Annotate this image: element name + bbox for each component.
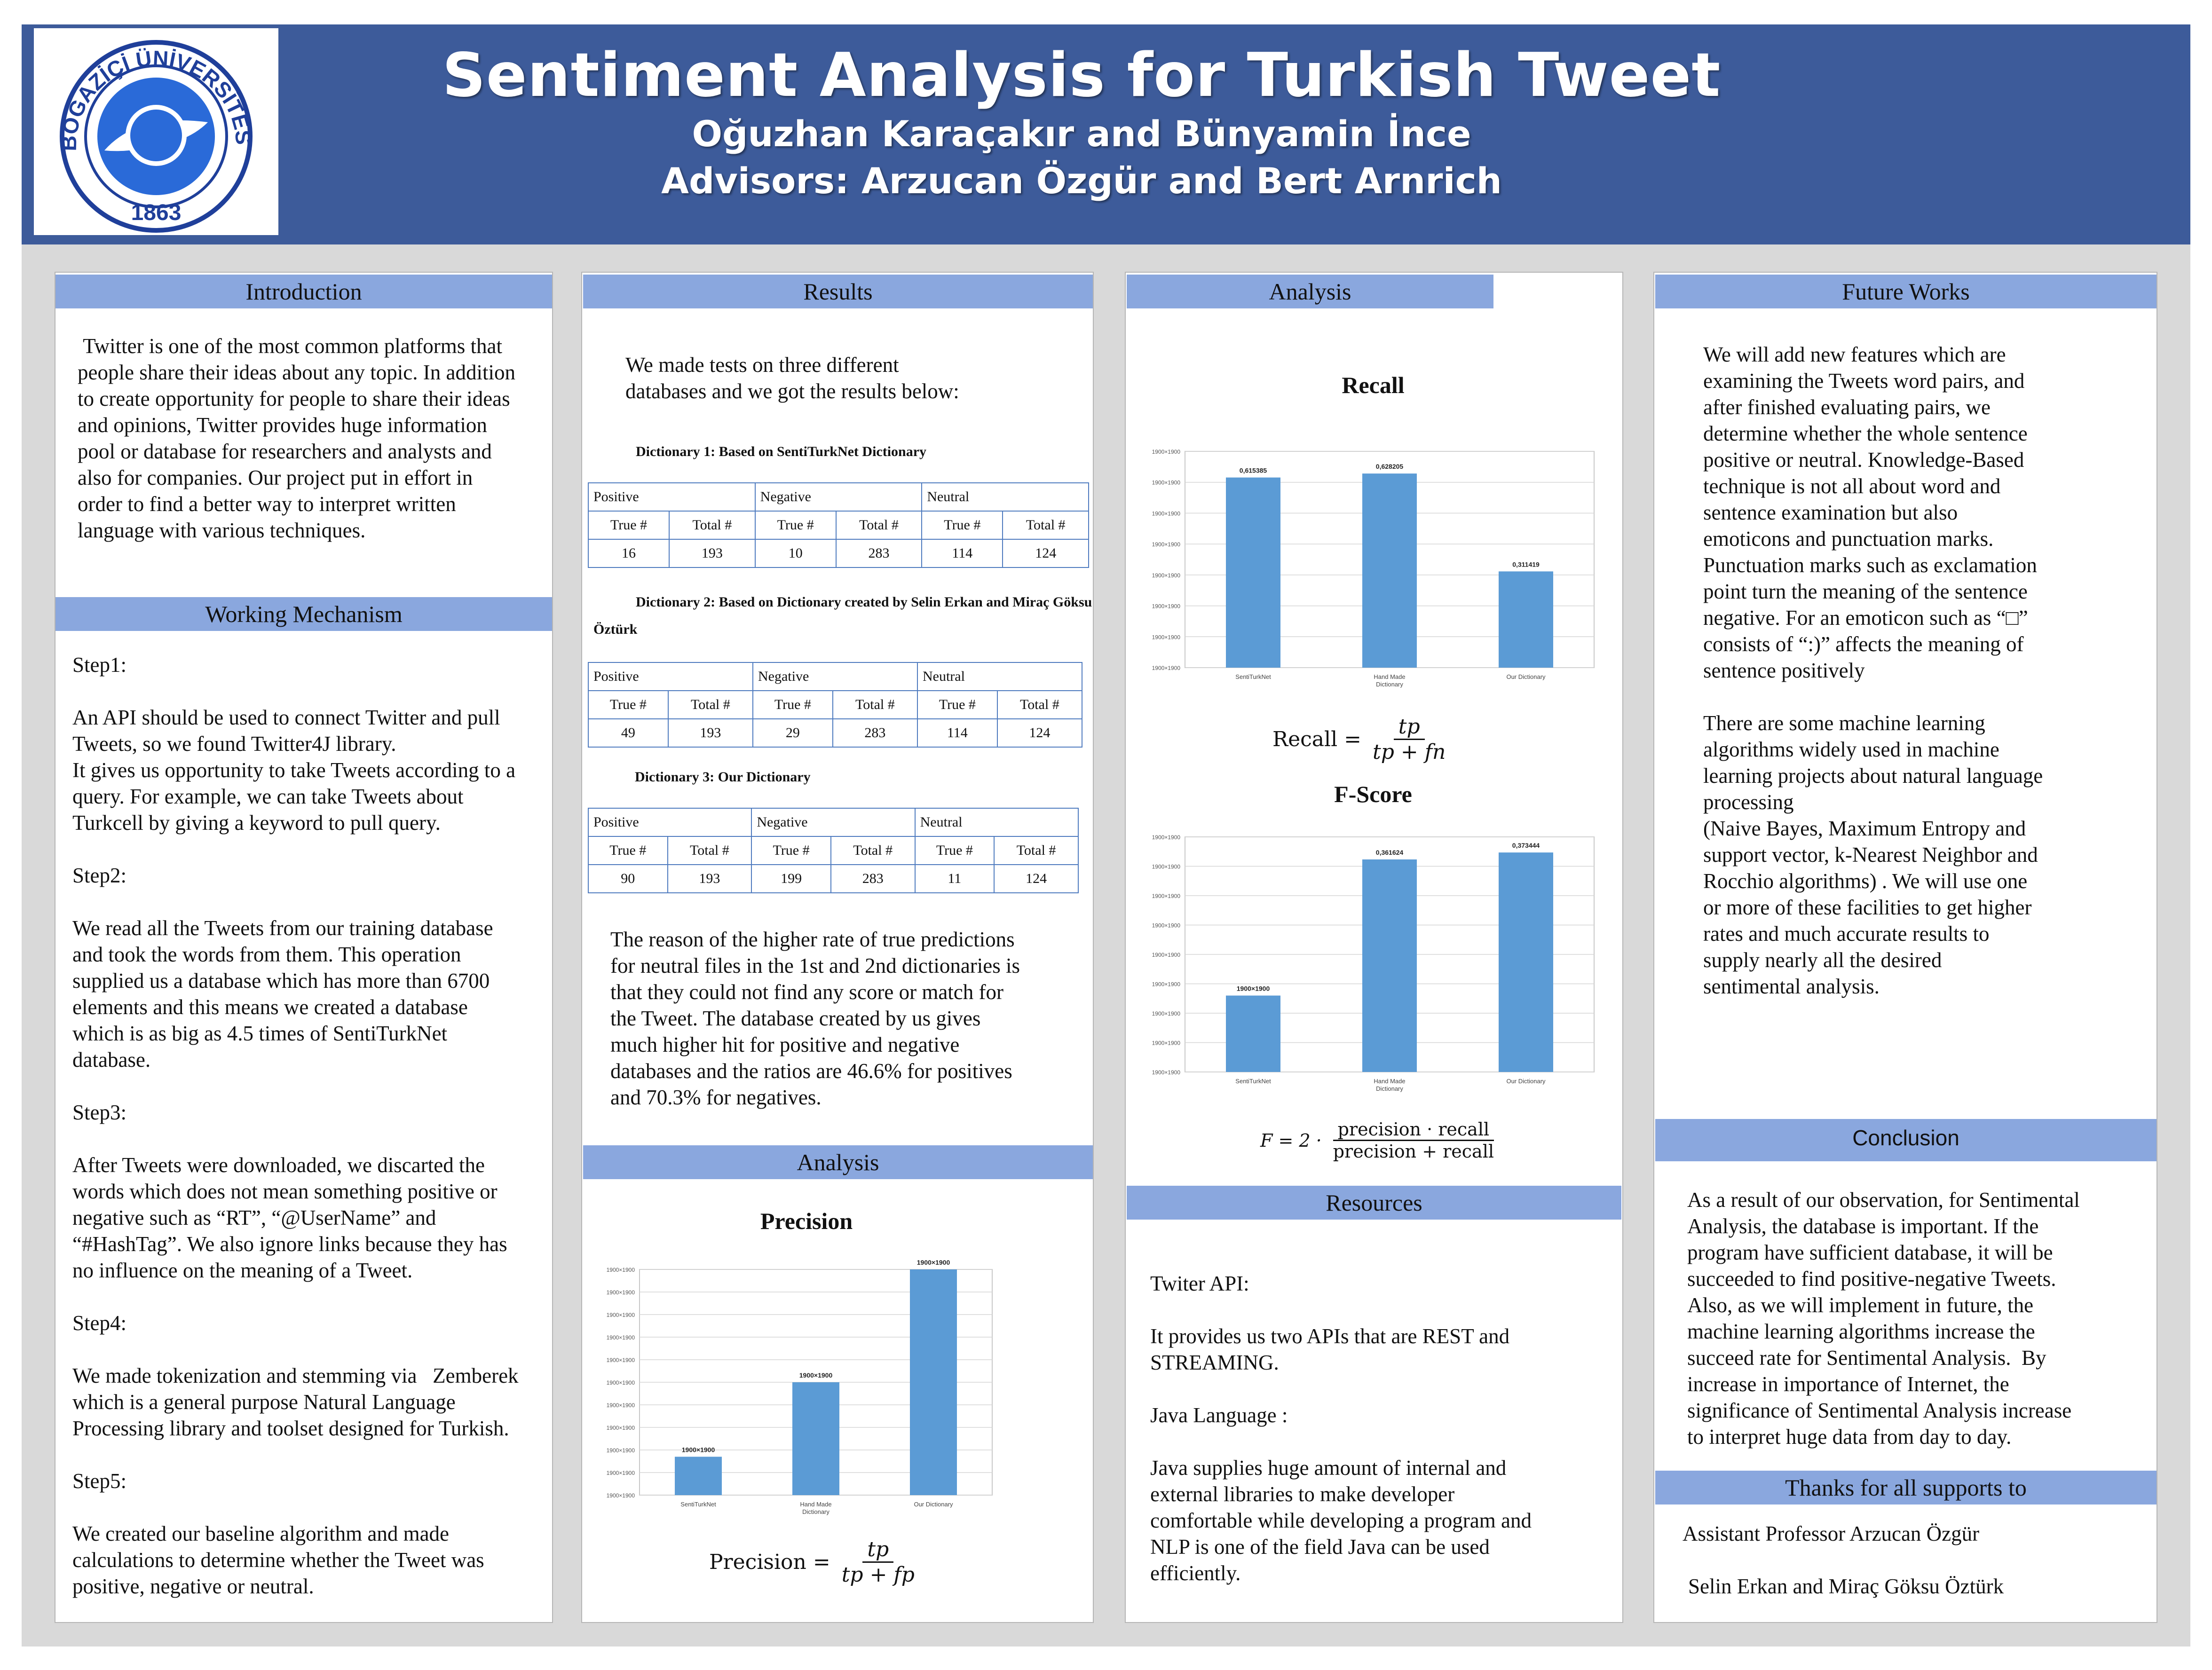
working-mechanism-text: Step1: An API should be used to connect Twitter and pull Tweets, so we found Twitter4J library. It gives us opportunity to take Tweets according to a query. For example, we can take Tweets about Turkcell by giving a keyword to pull query. Step2: We read all the Tweets from our training database and took the words from them. This operation supplied us a database which has more than 6700 elements and this means we created a database which is as big as 4.5 times of SentiTurkNet database. Step3: After Tweets were downloaded, we discarted the words which does not mean something positive or negative such as “RT”, “@UserName” and “#HashTag”. We also ignore links because they has no influence on the meaning of a Tweet. Step4: We made tokenization and stemming via Zemberek which is a general purpose Natural Language Processing library and toolset designed for Turkish. Step5: We created our baseline algorithm and made calculations to determine whether the Tweet was positive, negative or neutral. [72, 653, 519, 1598]
y-tick-label: 1900×1900 [1152, 665, 1180, 671]
cell: 283 [831, 865, 915, 893]
subheader: Total # [997, 691, 1082, 719]
subheader: Total # [668, 691, 753, 719]
future-works-text: We will add new features which are examining the Tweets word pairs, and after finished evaluating pairs, we determine whether the whole sentence positive or neutral. Knowledge-Based technique is not all about word and sentence examination but also emoticons and punctuation marks. Punctuation marks such as exclamation point turn the meaning of the sentence negative. For an emoticon such as “□” consists of “:)” affects the meaning of sentence positively There are some machine learning algorithms widely used in machine learning projects about natural language processing (Naive Bayes, Maximum Entropy and support vector, k-Nearest Neighbor and Rocchio algorithms) . We will use one or more of these facilities to get higher rates and much accurate results to supply nearly all the desired sentimental analysis. [1703, 343, 2043, 998]
subheader: Total # [833, 691, 917, 719]
table-row [588, 865, 1078, 893]
subheader: True # [917, 691, 997, 719]
cell: 114 [922, 539, 1003, 567]
col-negative: Negative [751, 808, 915, 836]
col-positive: Positive [588, 662, 753, 691]
x-tick-label: SentiTurkNet [680, 1501, 716, 1508]
col-neutral: Neutral [917, 662, 1082, 691]
col-negative: Negative [753, 662, 917, 691]
subheader: Total # [1003, 511, 1089, 539]
y-tick-label: 1900×1900 [1152, 1040, 1180, 1047]
subheader: Total # [994, 836, 1078, 865]
x-tick-label: Dictionary [1376, 1085, 1403, 1092]
x-tick-label: Our Dictionary [1506, 1078, 1546, 1085]
cell: 29 [753, 719, 833, 747]
y-tick-label: 1900×1900 [606, 1379, 635, 1386]
conclusion-heading: Conclusion [1655, 1119, 2157, 1161]
y-tick-label: 1900×1900 [1152, 541, 1180, 548]
poster-authors: Oğuzhan Karaçakır and Bünyamin İnce [692, 113, 1471, 155]
dictionary-2-label: Dictionary 2: Based on Dictionary created by Selin Erkan and Miraç Göksu [636, 594, 1092, 610]
fscore-formula-lhs: F = 2 · [1260, 1130, 1322, 1151]
data-label: 0,361624 [1375, 848, 1404, 856]
fscore-chart-title: F-Score [1334, 781, 1412, 807]
y-tick-label: 1900×1900 [1152, 952, 1180, 958]
subheader: True # [588, 836, 668, 865]
y-tick-label: 1900×1900 [1152, 893, 1180, 899]
bar [1499, 852, 1553, 1072]
x-tick-label: Hand Made [1374, 673, 1406, 680]
subheader: True # [755, 511, 836, 539]
bar [792, 1382, 839, 1495]
dictionary-1-label: Dictionary 1: Based on SentiTurkNet Dictionary [636, 444, 927, 459]
table-row [588, 539, 1089, 567]
bar [1362, 473, 1417, 668]
conclusion-text: As a result of our observation, for Sentimental Analysis, the database is important. If the program have sufficient database, it will be succeeded to find positive-negative Tweets. Also, as we will implement in future, the machine learning algorithms increase the succeed rate for Sentimental Analysis. By increase in importance of Internet, the significance of Sentimental Analysis increase to interpret huge data from day to day. [1687, 1188, 2080, 1449]
y-tick-label: 1900×1900 [606, 1470, 635, 1476]
precision-formula-num: tp [862, 1537, 893, 1563]
cell: 124 [994, 865, 1078, 893]
working-mechanism-heading: Working Mechanism [55, 597, 552, 631]
cell: 114 [917, 719, 997, 747]
subheader: True # [915, 836, 995, 865]
y-tick-label: 1900×1900 [606, 1402, 635, 1409]
data-label: 0,628205 [1375, 463, 1404, 471]
fscore-formula [1260, 1119, 1499, 1162]
cell: 10 [755, 539, 836, 567]
fscore-formula-num: precision · recall [1333, 1119, 1494, 1141]
data-label: 1900×1900 [1236, 985, 1270, 993]
cell: 49 [588, 719, 668, 747]
university-logo [34, 28, 278, 235]
recall-formula [1272, 715, 1450, 764]
x-tick-label: Our Dictionary [914, 1501, 953, 1508]
y-tick-label: 1900×1900 [606, 1447, 635, 1454]
subheader: Total # [831, 836, 915, 865]
introduction-text: Twitter is one of the most common platforms that people share their ideas about any topic. In addition to create opportunity for people to share their ideas and opinions, Twitter provides huge information pool or database for researchers and analysts and also for companies. Our project put in effort in order to find a better way to interpret written language with various techniques. [78, 334, 515, 542]
data-label: 1900×1900 [799, 1371, 833, 1379]
subheader: Total # [669, 511, 755, 539]
table-row [588, 719, 1082, 747]
subheader: Total # [668, 836, 752, 865]
bar [675, 1457, 722, 1495]
resources-heading: Resources [1127, 1186, 1621, 1220]
y-tick-label: 1900×1900 [1152, 572, 1180, 579]
cell: 11 [915, 865, 995, 893]
fscore-chart [1133, 818, 1613, 1110]
y-tick-label: 1900×1900 [1152, 834, 1180, 841]
results-conclusion: The reason of the higher rate of true predictions for neutral files in the 1st and 2nd dictionaries is that they could not find any score or match for the Tweet. The database created by us gives much higher hit for positive and negative databases and the ratios are 46.6% for positives and 70.3% for negatives. [610, 928, 1020, 1109]
precision-formula-den: tp + fp [841, 1563, 915, 1587]
y-tick-label: 1900×1900 [1152, 922, 1180, 929]
subheader: True # [753, 691, 833, 719]
thanks-line-1: Assistant Professor Arzucan Özgür [1683, 1522, 1980, 1545]
y-tick-label: 1900×1900 [606, 1492, 635, 1499]
dictionary-2-label-cont: Öztürk [593, 622, 638, 637]
subheader: Total # [836, 511, 922, 539]
results-intro: We made tests on three different databases and we got the results below: [625, 353, 959, 403]
cell: 193 [669, 539, 755, 567]
y-tick-label: 1900×1900 [606, 1334, 635, 1341]
col-neutral: Neutral [915, 808, 1078, 836]
y-tick-label: 1900×1900 [606, 1425, 635, 1431]
data-label: 0,373444 [1512, 842, 1540, 850]
y-tick-label: 1900×1900 [1152, 981, 1180, 988]
cell: 283 [833, 719, 917, 747]
precision-chart [588, 1251, 1011, 1533]
precision-formula-lhs: Precision = [709, 1550, 830, 1574]
cell: 124 [997, 719, 1082, 747]
data-label: 0,615385 [1239, 466, 1267, 474]
data-label: 1900×1900 [916, 1259, 950, 1266]
cell: 124 [1003, 539, 1089, 567]
bar [1362, 859, 1417, 1072]
cell: 283 [836, 539, 922, 567]
col-neutral: Neutral [922, 483, 1089, 511]
y-tick-label: 1900×1900 [1152, 1010, 1180, 1017]
thanks-line-2: Selin Erkan and Miraç Göksu Öztürk [1688, 1575, 2004, 1598]
analysis-heading: Analysis [1127, 275, 1493, 308]
y-tick-label: 1900×1900 [1152, 449, 1180, 455]
cell: 193 [668, 865, 752, 893]
col-positive: Positive [588, 808, 751, 836]
x-tick-label: Our Dictionary [1506, 673, 1546, 680]
precision-formula [709, 1537, 919, 1587]
analysis-precision-heading: Analysis [583, 1145, 1093, 1179]
x-tick-label: Hand Made [1374, 1078, 1406, 1085]
svg-text:BOĞAZİÇİ ÜNİVERSİTESİ: BOĞAZİÇİ ÜNİVERSİTES [56, 46, 256, 152]
y-tick-label: 1900×1900 [1152, 1069, 1180, 1076]
subheader: True # [751, 836, 831, 865]
col-positive: Positive [588, 483, 755, 511]
dictionary-2-table [588, 662, 1082, 748]
poster-advisors: Advisors: Arzucan Özgür and Bert Arnrich [661, 160, 1502, 202]
dictionary-3-table [588, 808, 1079, 893]
results-heading: Results [583, 275, 1093, 308]
recall-formula-lhs: Recall = [1272, 727, 1362, 751]
dictionary-3-label: Dictionary 3: Our Dictionary [635, 769, 811, 785]
x-tick-label: Hand Made [800, 1501, 832, 1508]
data-label: 0,311419 [1512, 560, 1540, 568]
university-seal [34, 28, 278, 235]
bar [1499, 571, 1553, 668]
y-tick-label: 1900×1900 [1152, 634, 1180, 641]
y-tick-label: 1900×1900 [1152, 863, 1180, 870]
x-tick-label: SentiTurkNet [1235, 673, 1271, 680]
col-negative: Negative [755, 483, 922, 511]
fscore-formula-den: precision + recall [1333, 1141, 1494, 1162]
bar [1226, 478, 1280, 668]
subheader: True # [588, 691, 668, 719]
y-tick-label: 1900×1900 [606, 1357, 635, 1363]
svg-text:1863: 1863 [131, 200, 182, 225]
x-tick-label: Dictionary [802, 1508, 830, 1515]
x-tick-label: SentiTurkNet [1235, 1078, 1271, 1085]
cell: 16 [588, 539, 669, 567]
subheader: True # [922, 511, 1003, 539]
cell: 90 [588, 865, 668, 893]
y-tick-label: 1900×1900 [1152, 510, 1180, 517]
resources-text: Twiter API: It provides us two APIs that are REST and STREAMING. Java Language : Java supplies huge amount of internal and external libraries to make developer comfortable while developing a program and NLP is one of the field Java can be used efficiently. [1150, 1272, 1532, 1585]
cell: 193 [668, 719, 753, 747]
bar [1226, 996, 1280, 1072]
y-tick-label: 1900×1900 [1152, 603, 1180, 610]
recall-formula-num: tp [1394, 715, 1425, 740]
y-tick-label: 1900×1900 [606, 1289, 635, 1296]
subheader: True # [588, 511, 669, 539]
introduction-heading: Introduction [55, 275, 552, 308]
data-label: 1900×1900 [681, 1446, 715, 1454]
recall-chart [1133, 433, 1613, 705]
recall-formula-den: tp + fn [1373, 740, 1446, 764]
y-tick-label: 1900×1900 [606, 1267, 635, 1273]
y-tick-label: 1900×1900 [606, 1312, 635, 1318]
y-tick-label: 1900×1900 [1152, 479, 1180, 486]
future-works-heading: Future Works [1655, 275, 2157, 308]
poster-title: Sentiment Analysis for Turkish Tweet [442, 40, 1721, 110]
cell: 199 [751, 865, 831, 893]
thanks-heading: Thanks for all supports to [1655, 1471, 2157, 1505]
x-tick-label: Dictionary [1376, 681, 1403, 688]
recall-chart-title: Recall [1342, 372, 1405, 398]
dictionary-1-table [588, 482, 1089, 568]
bar [910, 1269, 957, 1495]
precision-chart-title: Precision [760, 1208, 853, 1234]
